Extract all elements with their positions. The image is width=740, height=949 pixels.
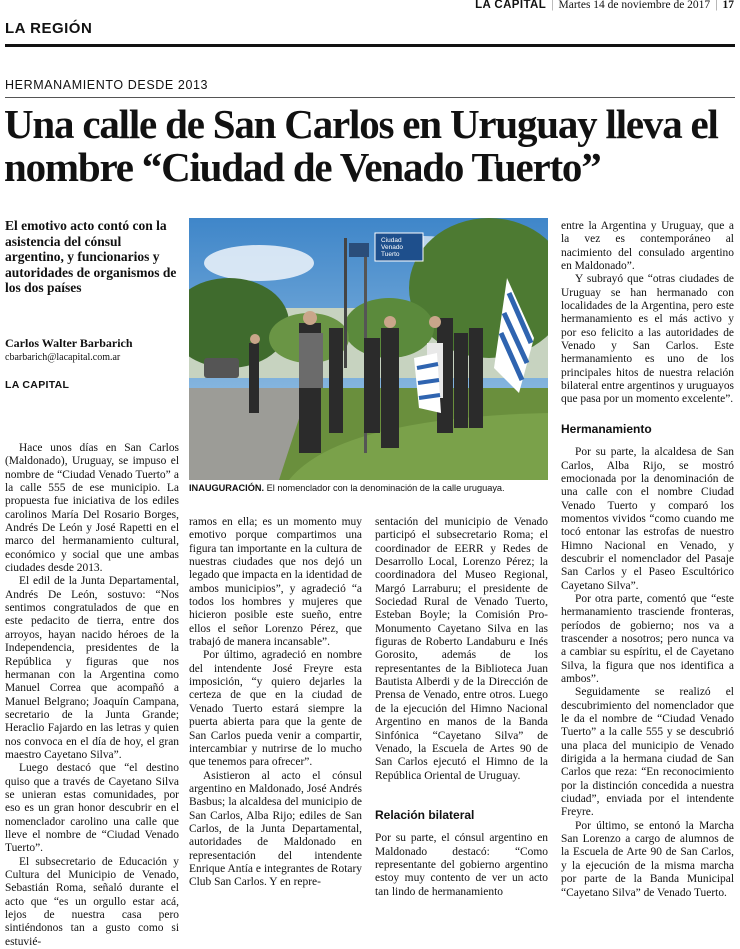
body-paragraph: Por otra parte, comentó que “este hermanamiento trasciende fronteras, períodos de gobierno; nos va a trascender a nosotros; pero nunca va a cambiar su espíritu, el de Cayetano Silva, la figura que nos identifica a ambos”. — [561, 592, 734, 685]
photo-scene — [189, 218, 548, 480]
body-paragraph: sentación del municipio de Venado participó el subsecretario Roma; el coordinador de EERR y Redes de Desarrollo Local, Lorenzo Pérez; la coordinadora del Museo Regional, Margó Larraburu; el presidente de Sociedad Rural de Venado Tuerto, Esteban Boyle; la Comisión Pro-Monumento Cayetano Silva en las figuras de Roberto Landaburu e Inés Gorosito, además de los representantes de la Biblioteca Juan Bautista Alberdi y de la Dirección de Prensa de Venado, entre otros. Luego de la ejecución del Himno Nacional Argentino en manos de la Banda Sinfónica “Cayetano Silva” de Venado, la Escuela de Artes 90 de San Carlos ejecutó el Himno de la República Oriental de Uruguay. — [375, 516, 548, 782]
article-column-2 — [189, 516, 362, 890]
body-paragraph: Hace unos días en San Carlos (Maldonado), Uruguay, se impuso el nombre de “Ciudad Venado Tuerto” a la calle 555 de ese municipio. La propuesta fue iniciativa de los ediles carolinos María Del Rosario Borges, Andrés De León y José Rapetti en el marco del hermanamiento cultural, económico y social que une ambas ciudades desde 2013. — [5, 442, 179, 575]
street-sign-line: Tuerto — [381, 251, 400, 258]
body-paragraph: ramos en ella; es un momento muy emotivo porque compartimos una figura tan importante en la cultura de nuestras ciudades que nos dejó un legado que impacta en la identidad de ambos municipios”, y agradeció “a todos los hombres y mujeres que hicieron posible este sueño, entre ellos el señor Lorenzo Pérez, que trabajó de manera incansable”. — [189, 516, 362, 649]
caption-label: INAUGURACIÓN. — [189, 483, 265, 493]
article-column-3 — [375, 516, 548, 899]
header-divider: | — [551, 0, 554, 11]
issue-date: Martes 14 de noviembre de 2017 — [558, 0, 711, 11]
body-paragraph: El subsecretario de Educación y Cultura del Municipio de Venado, Sebastián Roma, señaló durante el acto que “es un orgullo estar acá, lejos de nuestra casa pero sintiéndonos tan a gusto como si estuvié- — [5, 855, 179, 948]
body-paragraph: Y subrayó que “otras ciudades de Uruguay se han hermanado con localidades de la Argentina, pero este hermanamiento es el más activo y por eso felicito a las autoridades de Venado y San Carlos. Este hermanamiento es uno de los principales hitos de nuestra relación bilateral entre argentinos y uruguayos que pasa por un momento excelente”. — [561, 273, 734, 406]
photo-caption — [189, 482, 548, 494]
agency-tag: LA CAPITAL — [5, 379, 70, 391]
body-paragraph: Por último, agradeció en nombre del intendente José Freyre esta imposición, “y quiero dejarles la certeza de que en la ciudad de Venado Tuerto estará siempre la puerta abierta para que la gente de San Carlos pueda venir a compartir, intercambiar y nutrirse de lo mucho que tenemos para ofrecer”. — [189, 649, 362, 769]
byline: Carlos Walter Barbarich — [5, 336, 133, 350]
body-paragraph: Asistieron al acto el cónsul argentino en Maldonado, José Andrés Basbus; la alcaldesa del municipio de San Carlos, Alba Rijo; ediles de San Carlos, de la Junta Departamental, autoridades de Maldonado en representación del intendente Enrique Antía e integrantes de Rotary Club San Carlos. Y en repre- — [189, 769, 362, 889]
article-photo — [189, 218, 548, 480]
section-rule — [5, 44, 735, 47]
article-column-1 — [5, 442, 179, 949]
body-paragraph: Por su parte, el cónsul argentino en Maldonado destacó: “Como representante del gobierno argentino estoy muy contento de ver un acto tan lindo de hermanamiento — [375, 832, 548, 898]
header-divider: | — [715, 0, 718, 11]
street-sign-line: Ciudad — [381, 237, 402, 244]
page-number: 17 — [722, 0, 734, 11]
lede: El emotivo acto contó con la asistencia del cónsul argentino, y funcionarios y autoridades de organismos de los dos países — [5, 218, 177, 295]
kicker-rule — [5, 97, 735, 98]
street-sign-line: Venado — [381, 244, 404, 251]
article-column-4 — [561, 220, 734, 900]
section-title: LA REGIÓN — [5, 20, 93, 37]
body-paragraph: Seguidamente se realizó el descubrimiento del nomenclador que le da el nombre de “Ciudad Venado Tuerto” a la calle 555 y se descubrió una placa del municipio de Venado dirigida a la hermana ciudad de San Carlos que reza: “En reconocimiento por la distinción concedida a nuestra ciudad”, enviada por el intendente Freyre. — [561, 686, 734, 819]
body-paragraph: Por último, se entonó la Marcha San Lorenzo a cargo de alumnos de la Escuela de Arte 90 de San Carlos, y la ejecución de la misma marcha por parte de la Banda Municipal “Cayetano Silva” de Venado Tuerto. — [561, 819, 734, 899]
body-paragraph: Por su parte, la alcaldesa de San Carlos, Alba Rijo, se mostró emocionada por la denominación de una calle con el nombre Ciudad Venado Tuerto y comparó los momentos vividos “como cuando me tocó entonar las estrofas de nuestro Himno Nacional en Venado, y descubrir el nomenclador del Pasaje San Carlos y el Paseo Escultórico Cayetano Silva”. — [561, 446, 734, 592]
newspaper-brand: LA CAPITAL — [475, 0, 547, 11]
body-paragraph: Luego destacó que “el destino quiso que a través de Cayetano Silva se unieran estas comunidades, por eso es un gran honor descubrir en el nomenclador carolino una calle que lleve el nombre de “Ciudad Venado Tuerto”. — [5, 762, 179, 855]
author-email: cbarbarich@lacapital.com.ar — [5, 352, 121, 363]
caption-text: El nomenclador con la denominación de la calle uruguaya. — [266, 483, 505, 493]
kicker: HERMANAMIENTO DESDE 2013 — [5, 78, 209, 92]
subhead-hermanamiento: Hermanamiento — [561, 421, 652, 436]
body-paragraph: El edil de la Junta Departamental, Andrés De León, sostuvo: “Nos sentimos congratulados de que en este pedacito de tierra, entre dos arroyos, hayan nacido héroes de la Independencia, presidentes de la República y figuras que nos hermanan con la Argentina como Manuel Correa que acompañó a Manuel Belgrano; Joaquín Campana, secretario de la Junta Grande; Heraclio Fajardo en las letras y quien nos convoca en el día de hoy, el gran maestro Cayetano Silva”. — [5, 575, 179, 761]
body-paragraph: entre la Argentina y Uruguay, que a la vez es contemporáneo al nacimiento del consulado argentino en Maldonado”. — [561, 220, 734, 273]
subhead-relacion-bilateral: Relación bilateral — [375, 807, 475, 822]
masthead-info — [475, 0, 734, 11]
headline: Una calle de San Carlos en Uruguay lleva el nombre “Ciudad de Venado Tuerto” — [4, 101, 718, 190]
